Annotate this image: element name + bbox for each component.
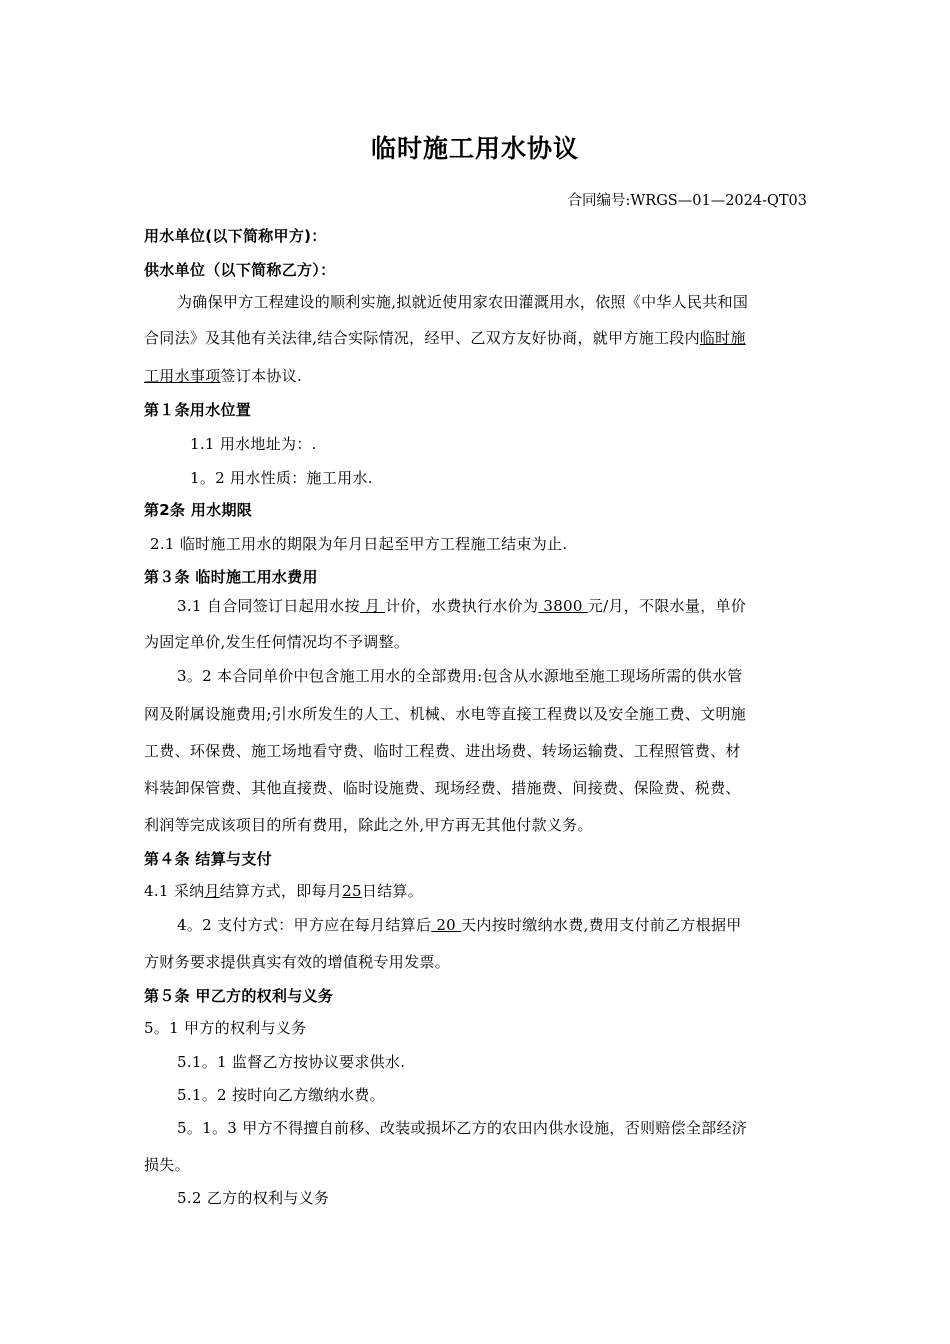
article-5-item-1-3-cont: 损失。 (144, 1156, 190, 1174)
intro-line-2 (144, 328, 746, 348)
article-3-clause-2-line-2: 网及附属设施费用;引水所发生的人工、机械、水电等直接工程费以及安全施工费、文明施 (144, 705, 747, 723)
billing-unit: 月 (359, 597, 386, 615)
intro-line-3 (144, 366, 302, 386)
intro-underline-1: 临时施 (699, 329, 746, 347)
article-3-clause-1-cont: 为固定单价,发生任何情况均不予调整。 (144, 633, 410, 651)
party-b-label: 供水单位（以下简称乙方）： (144, 261, 336, 279)
intro-text-end: 签订本协议. (220, 367, 303, 385)
article-3-heading: 第３条 临时施工用水费用 (144, 568, 318, 586)
article-1-clause-2: 1。2 用水性质：施工用水. (190, 469, 373, 487)
clause-text: 计价，水费执行水价为 (385, 597, 539, 615)
article-2-clause-1: 2.1 临时施工用水的期限为年月日起至甲方工程施工结束为止. (150, 535, 568, 553)
page-title: 临时施工用水协议 (370, 134, 579, 163)
settlement-day: 25 (342, 882, 362, 900)
article-2-heading: 第2条 用水期限 (144, 501, 253, 519)
article-5-item-1-3: 5。1。3 甲方不得擅自前移、改装或损坏乙方的农田内供水设施，否则赔偿全部经济 (177, 1119, 748, 1137)
payment-days: 20 (431, 916, 462, 934)
clause-text: 4。2 支付方式：甲方应在每月结算后 (177, 916, 432, 934)
article-3-clause-2-line-4: 料装卸保管费、其他直接费、临时设施费、现场经费、措施费、间接费、保险费、税费、 (144, 779, 741, 797)
clause-text: 天内按时缴纳水费,费用支付前乙方根据甲 (461, 916, 742, 934)
clause-text: 元/月，不限水量，单价 (587, 597, 747, 615)
intro-line-1: 为确保甲方工程建设的顺利实施,拟就近使用家农田灌溉用水，依照《中华人民共和国 (177, 293, 749, 311)
article-4-clause-2 (177, 915, 742, 935)
article-3-clause-2-line-3: 工费、环保费、施工场地看守费、临时工程费、进出场费、转场运输费、工程照管费、材 (144, 742, 741, 760)
party-a-label: 用水单位(以下简称甲方)： (144, 227, 327, 245)
article-4-heading: 第４条 结算与支付 (144, 850, 272, 868)
article-5-section-2: 5.2 乙方的权利与义务 (177, 1189, 330, 1207)
settlement-period: 月 (204, 882, 220, 900)
intro-text: 合同法》及其他有关法律,结合实际情况，经甲、乙双方友好协商，就甲方施工段内 (144, 329, 700, 347)
article-5-item-1-2: 5.1。2 按时向乙方缴纳水费。 (177, 1086, 385, 1104)
article-5-section-1: 5。1 甲方的权利与义务 (144, 1019, 307, 1037)
article-4-clause-2-cont: 方财务要求提供真实有效的增值税专用发票。 (144, 953, 451, 971)
article-4-clause-1 (144, 881, 423, 901)
intro-underline-2: 工用水事项 (144, 367, 221, 385)
contract-number: 合同编号:WRGS—01—2024-QT03 (567, 193, 807, 209)
water-price: 3800 (538, 597, 588, 615)
clause-text: 结算方式，即每月 (219, 882, 343, 900)
clause-text: 日结算。 (361, 882, 424, 900)
article-5-heading: 第５条 甲乙方的权利与义务 (144, 987, 334, 1005)
article-5-item-1-1: 5.1。1 监督乙方按协议要求供水. (177, 1053, 406, 1071)
article-3-clause-1 (177, 596, 746, 616)
article-1-heading: 第１条用水位置 (144, 401, 252, 419)
article-3-clause-2-line-5: 利润等完成该项目的所有费用，除此之外,甲方再无其他付款义务。 (144, 816, 593, 834)
article-1-clause-1: 1.1 用水地址为：. (190, 435, 317, 453)
article-3-clause-2-line-1: 3。2 本合同单价中包含施工用水的全部费用:包含从水源地至施工现场所需的供水管 (177, 667, 743, 685)
clause-text: 4.1 采纳 (144, 882, 205, 900)
clause-text: 3.1 自合同签订日起用水按 (177, 597, 360, 615)
